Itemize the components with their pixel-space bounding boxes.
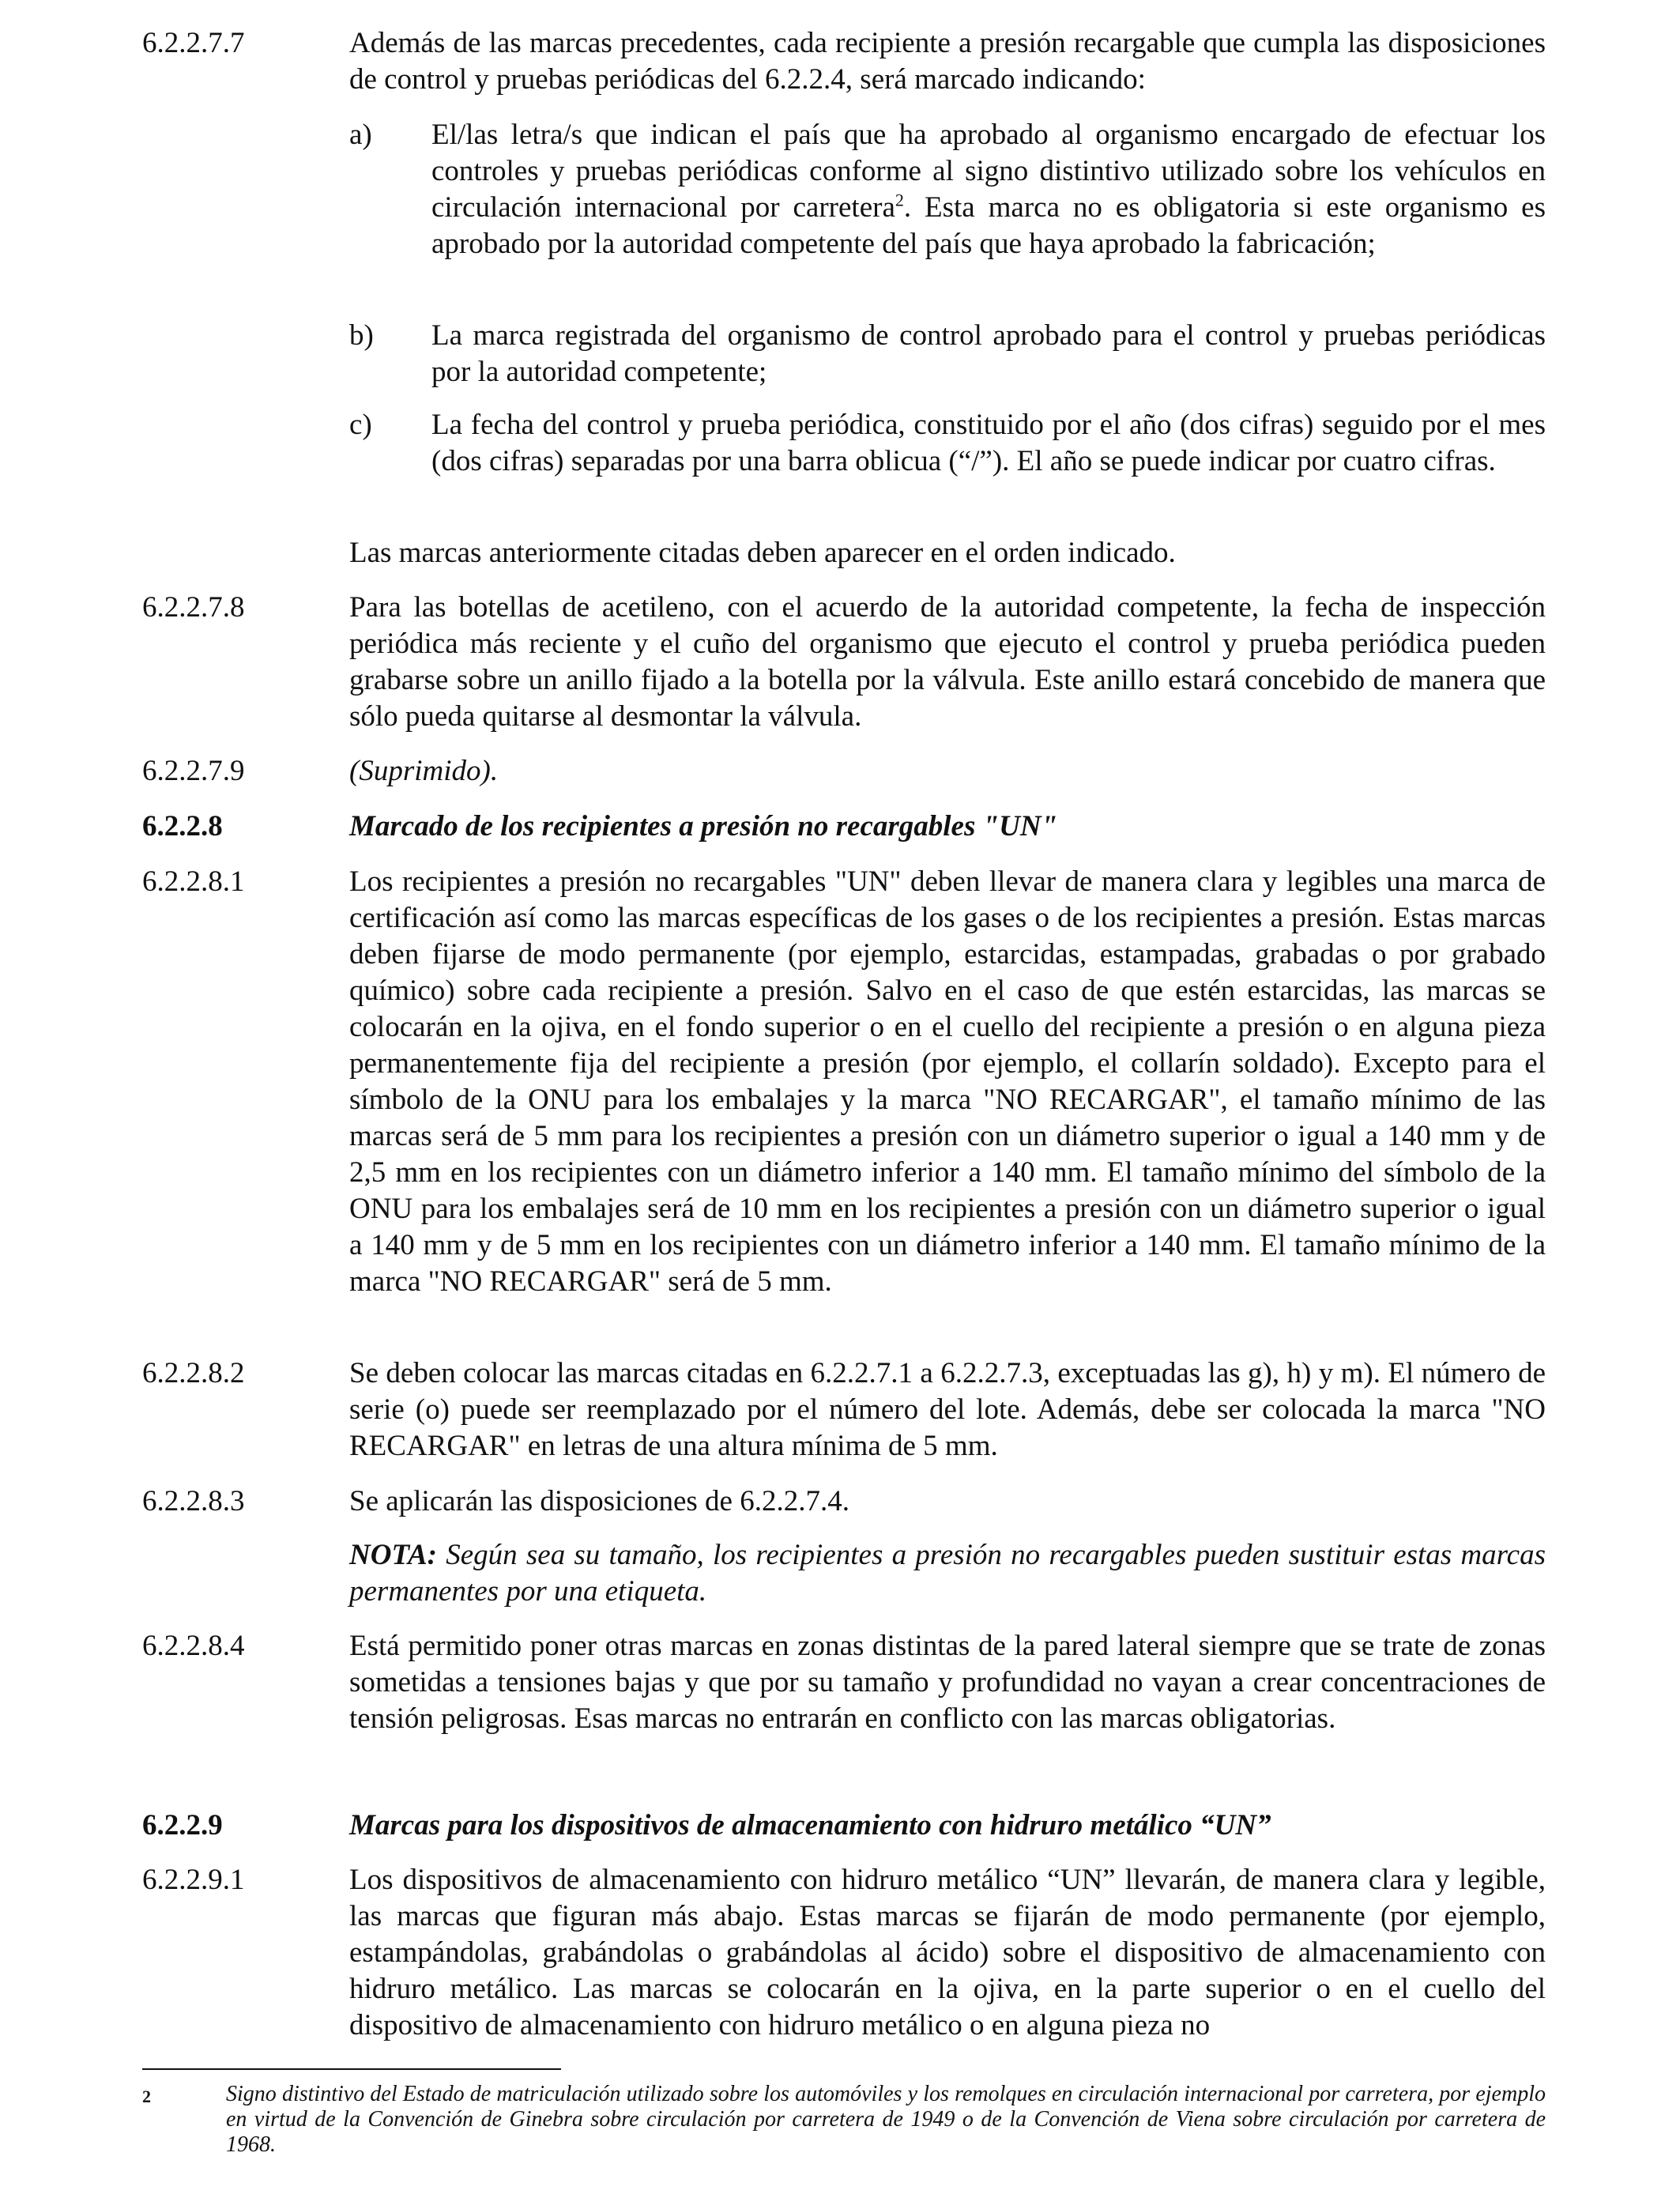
section-text: Se deben colocar las marcas citadas en 6.2.2.7.1 a 6.2.2.7.3, exceptuadas las g), h) y m). El número de serie (o) puede ser reemplazado por el número del lote. Además, debe ser colocada la marca "NO RECARGAR" en letras de una altura mínima de 5 mm. (349, 1357, 1546, 1462)
section-title: Marcas para los dispositivos de almacenamiento con hidruro metálico “UN” (349, 1809, 1271, 1842)
list-text-part: El/las letra/s que indican el país que ha aprobado al organismo encargado de efectuar los controles y pruebas periódicas conforme al signo distintivo utilizado sobre los vehículos en circulación internacional por carretera (431, 119, 1546, 224)
list-text-part: . Esta marca no es obligatoria si este organismo es aprobado por la autoridad competente del país que haya aprobado la fabricación; (431, 191, 1546, 260)
section-number: 6.2.2.8.3 (142, 1485, 245, 1517)
section-number: 6.2.2.9.1 (142, 1864, 245, 1896)
section-text: Los recipientes a presión no recargables "UN" deben llevar de manera clara y legibles una marca de certificación así como las marcas específicas de los gases o de los recipientes a presión. Estas marcas deben fijarse de modo permanente (por ejemplo, estarcidas, estampadas, grabadas o por grabado químico) sobre cada recipiente a presión. Salvo en el caso de que estén estarcidas, las marcas se colocarán en la ojiva, en el fondo superior o en el cuello del recipiente a presión o en alguna pieza permanentemente fija del recipiente a presión (por ejemplo, el collarín soldado). Excepto para el símbolo de la ONU para los embalajes y la marca "NO RECARGAR", el tamaño mínimo de las marcas será de 5 mm para los recipientes a presión con un diámetro superior o igual a 140 mm y de 2,5 mm en los recipientes con un diámetro inferior a 140 mm. El tamaño mínimo del símbolo de la ONU para los embalajes será de 10 mm en los recipientes a presión con un diámetro superior o igual a 140 mm y de 5 mm en los recipientes con un diámetro inferior a 140 mm. El tamaño mínimo de la marca "NO RECARGAR" será de 5 mm. (349, 865, 1546, 1298)
list-letter: b) (349, 319, 374, 352)
footnote-text: Signo distintivo del Estado de matriculación utilizado sobre los automóviles y los remolques en circulación internacional por carretera, por ejemplo en virtud de la Convención de Ginebra sobre circulación por carretera de 1949 o de la Convención de Viena sobre circulación por carretera de 1968. (226, 2082, 1546, 2157)
section-text: Los dispositivos de almacenamiento con hidruro metálico “UN” llevarán, de manera clara y legible, las marcas que figuran más abajo. Estas marcas se fijarán de modo permanente (por ejemplo, estampándolas, grabándolas o grabándolas al ácido) sobre el dispositivo de almacenamiento con hidruro metálico. Las marcas se colocarán en la ojiva, en la parte superior o en el cuello del dispositivo de almacenamiento con hidruro metálico o en alguna pieza no (349, 1864, 1546, 2041)
section-text: Las marcas anteriormente citadas deben aparecer en el orden indicado. (349, 537, 1176, 569)
section-number: 6.2.2.7.8 (142, 591, 245, 624)
section-number: 6.2.2.8.2 (142, 1357, 245, 1389)
section-number: 6.2.2.9 (142, 1809, 223, 1842)
section-text: Se aplicarán las disposiciones de 6.2.2.7.4. (349, 1485, 849, 1517)
list-letter: a) (349, 119, 372, 151)
section-text: Para las botellas de acetileno, con el acuerdo de la autoridad competente, la fecha de inspección periódica más reciente y el cuño del organismo que ejecuto el control y prueba periódica pueden grabarse sobre un anillo fijado a la botella por la válvula. Este anillo estará concebido de manera que sólo pueda quitarse al desmontar la válvula. (349, 591, 1546, 733)
section-title: Marcado de los recipientes a presión no recargables "UN" (349, 810, 1058, 843)
footnote-reference: 2 (895, 190, 904, 210)
section-number: 6.2.2.8 (142, 810, 223, 843)
note-text (349, 1537, 1546, 1610)
section-number: 6.2.2.7.7 (142, 27, 245, 59)
section-number: 6.2.2.8.1 (142, 865, 245, 898)
footnote-separator (142, 2068, 561, 2070)
list-text (431, 117, 1546, 262)
section-text: Además de las marcas precedentes, cada recipiente a presión recargable que cumpla las disposiciones de control y pruebas periódicas del 6.2.2.4, será marcado indicando: (349, 27, 1546, 96)
note-label: NOTA: (349, 1539, 437, 1571)
section-number: 6.2.2.8.4 (142, 1630, 245, 1662)
section-text: Está permitido poner otras marcas en zonas distintas de la pared lateral siempre que se trate de zonas sometidas a tensiones bajas y que por su tamaño y profundidad no vayan a crear concentraciones de tensión peligrosas. Esas marcas no entrarán en conflicto con las marcas obligatorias. (349, 1630, 1546, 1735)
section-number: 6.2.2.7.9 (142, 755, 245, 787)
note-body: Según sea su tamaño, los recipientes a presión no recargables pueden sustituir estas marcas permanentes por una etiqueta. (349, 1539, 1546, 1608)
list-text: La fecha del control y prueba periódica, constituido por el año (dos cifras) seguido por el mes (dos cifras) separadas por una barra oblicua (“/”). El año se puede indicar por cuatro cifras. (431, 409, 1546, 477)
section-text: (Suprimido). (349, 755, 499, 787)
footnote-number: 2 (142, 2087, 151, 2106)
list-letter: c) (349, 409, 372, 441)
list-text: La marca registrada del organismo de control aprobado para el control y pruebas periódicas por la autoridad competente; (431, 319, 1546, 388)
